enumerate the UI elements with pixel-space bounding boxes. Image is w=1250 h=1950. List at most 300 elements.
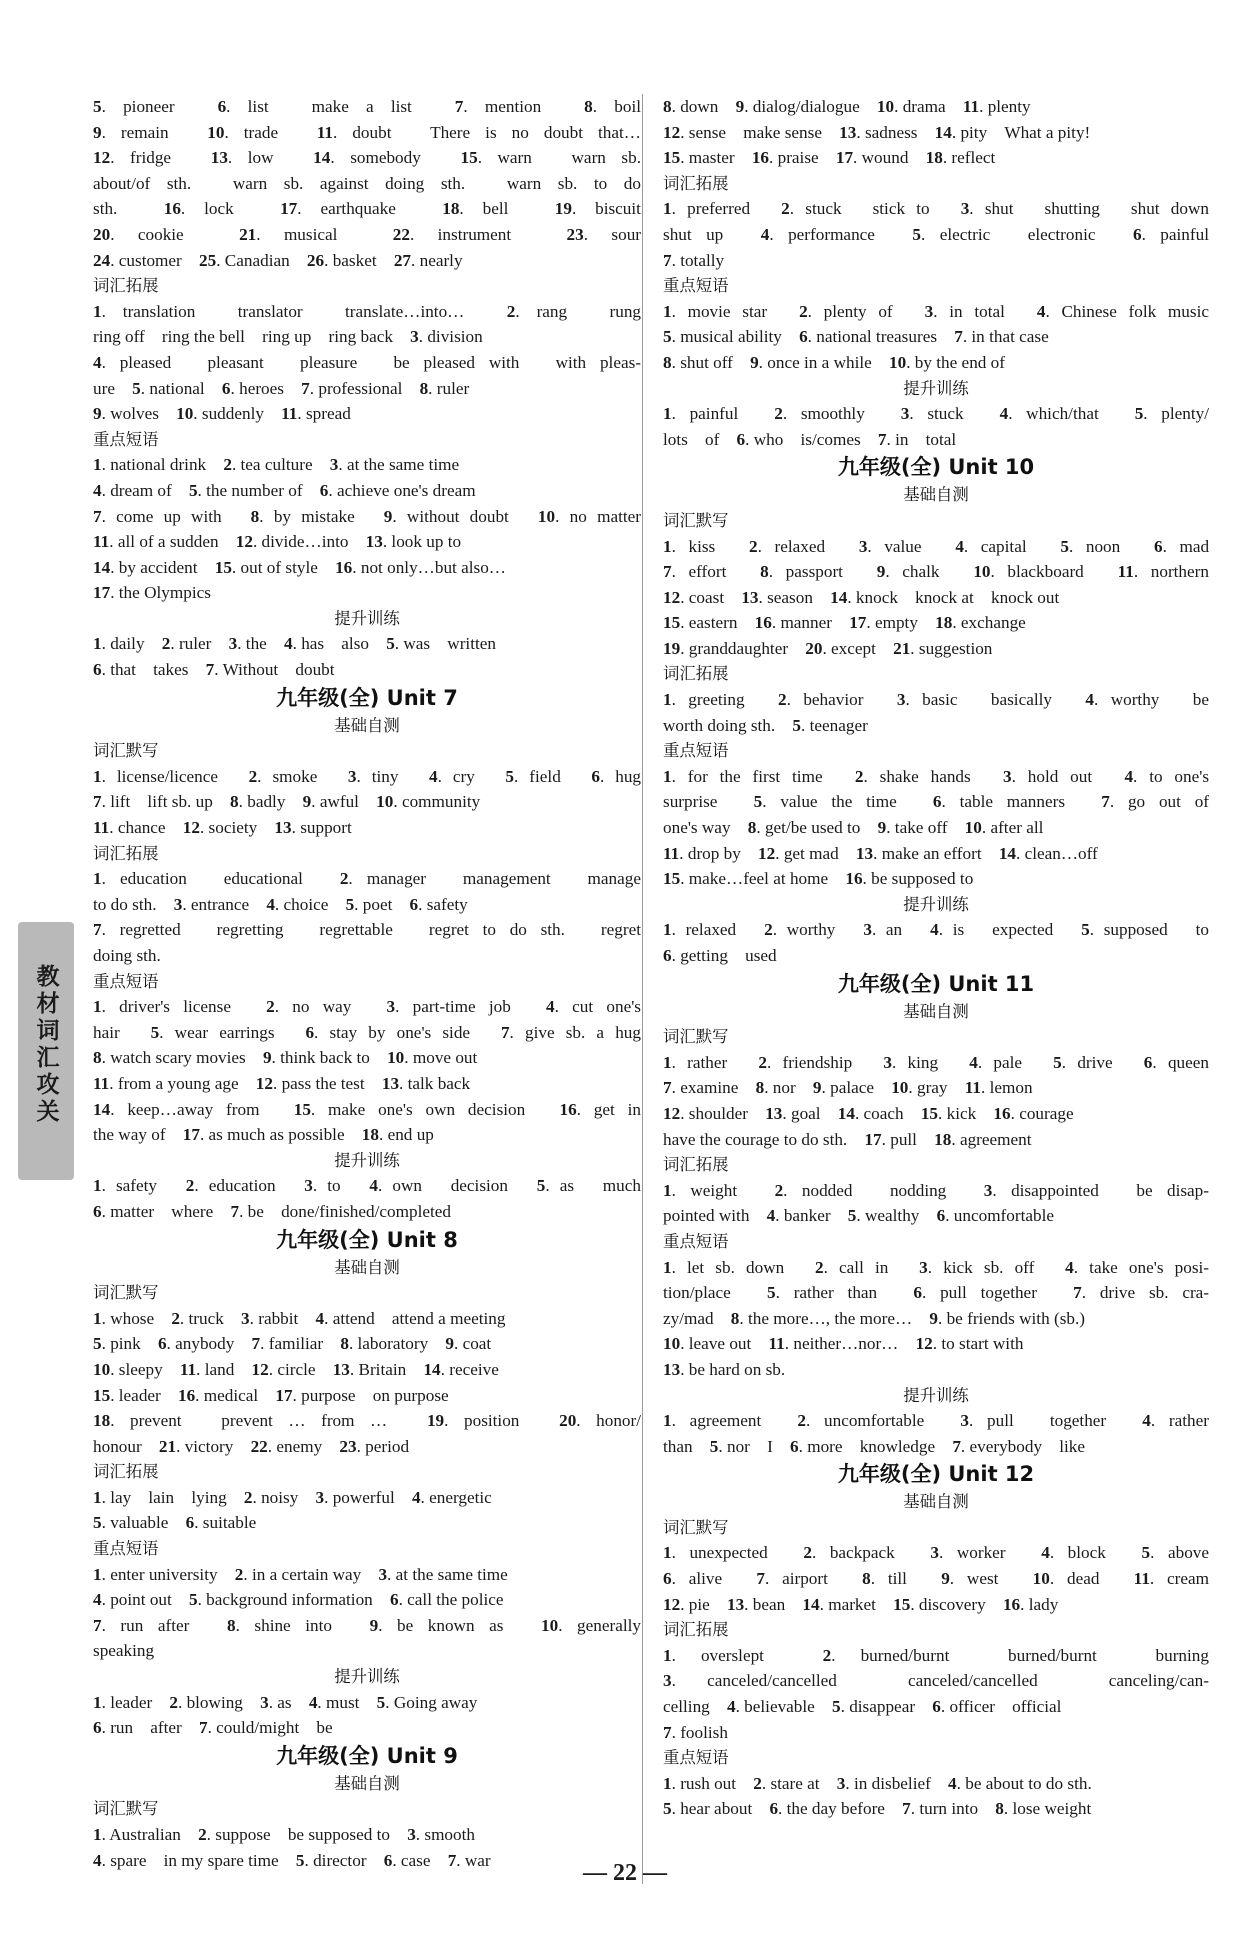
item-number: 10 bbox=[973, 562, 991, 582]
answer-text: lay lain lying bbox=[110, 1487, 227, 1507]
subsection-heading: 提升训练 bbox=[903, 1385, 969, 1405]
item-number: 13 bbox=[381, 1073, 400, 1093]
item-number: 16 bbox=[163, 199, 181, 219]
item-number: 9 bbox=[93, 122, 102, 142]
item-number: 3 bbox=[410, 327, 419, 347]
item-number: 5 bbox=[1053, 1052, 1062, 1072]
item-number: 12 bbox=[93, 148, 111, 168]
answer-text: officer official bbox=[949, 1697, 1062, 1717]
subsection-heading: 提升训练 bbox=[903, 378, 969, 398]
answer-text: truck bbox=[188, 1308, 224, 1328]
item-number: 7 bbox=[954, 327, 963, 347]
answer-text: pull together bbox=[987, 1411, 1107, 1431]
item-number: 10 bbox=[876, 97, 895, 116]
answer-text: shut up bbox=[663, 224, 724, 244]
answer-text: overslept bbox=[700, 1645, 764, 1665]
answer-line: 7. effort 8. passport 9. chalk 10. blackboard 11. northern bbox=[663, 562, 1209, 582]
answer-text: get/be used to bbox=[764, 818, 861, 838]
answer-text: canceled/cancelled canceled/cancelled canceling/can- bbox=[707, 1671, 1209, 1691]
answer-line: 6. matter where 7. be done/finished/completed bbox=[93, 1201, 451, 1221]
item-number: 7 bbox=[93, 506, 102, 526]
item-number: 5 bbox=[847, 1206, 857, 1226]
answer-text: drive sb. cra- bbox=[1099, 1283, 1210, 1303]
item-number: 3 bbox=[228, 634, 238, 654]
answer-text: keep…away from bbox=[127, 1099, 260, 1119]
item-number: 15 bbox=[293, 1099, 311, 1119]
item-number: 1 bbox=[93, 997, 102, 1017]
answer-text: in total bbox=[895, 429, 957, 449]
answer-text: by mistake bbox=[273, 506, 355, 526]
answer-line: 1. preferred 2. stuck stick to 3. shut shutting shut down bbox=[663, 199, 1210, 219]
item-number: 6 bbox=[736, 429, 746, 449]
answer-text: wolves bbox=[110, 404, 159, 424]
answer-text: by accident bbox=[118, 557, 198, 577]
answer-text: than bbox=[663, 1436, 693, 1456]
answer-text: master bbox=[688, 148, 735, 168]
answer-text: basic basically bbox=[922, 690, 1052, 710]
answer-line: 1. education educational 2. manager management manage bbox=[93, 869, 641, 889]
answer-text: friendship bbox=[782, 1052, 853, 1072]
item-number: 13 bbox=[855, 843, 874, 863]
answer-text: effort bbox=[688, 562, 727, 582]
answer-text: tea culture bbox=[240, 455, 313, 475]
item-number: 3 bbox=[900, 404, 910, 424]
item-number: 13 bbox=[765, 1103, 783, 1123]
item-number: 4 bbox=[1065, 1257, 1074, 1277]
item-number: 4 bbox=[1041, 1543, 1050, 1563]
answer-text: performance bbox=[788, 224, 875, 244]
answer-text: ruler bbox=[178, 634, 212, 654]
item-number: 1 bbox=[663, 1180, 672, 1200]
answer-text: not only…but also… bbox=[360, 557, 506, 577]
item-number: 1 bbox=[93, 1825, 102, 1844]
answer-line: 5. hear about 6. the day before 7. turn into 8. lose weight bbox=[663, 1799, 1092, 1819]
item-number: 5 bbox=[188, 480, 198, 500]
section-heading: 词汇拓展 bbox=[93, 1462, 159, 1482]
answer-text: rush out bbox=[680, 1773, 737, 1793]
item-number: 5 bbox=[753, 792, 763, 812]
item-number: 2 bbox=[774, 1180, 784, 1200]
item-number: 5 bbox=[709, 1436, 719, 1456]
answer-text: end up bbox=[387, 1125, 434, 1145]
answer-line: than 5. nor I 6. more knowledge 7. everybody like bbox=[663, 1436, 1086, 1456]
side-tab-label: 教材词汇攻关 bbox=[32, 964, 59, 1126]
item-number: 14 bbox=[934, 122, 952, 142]
answer-text: rabbit bbox=[258, 1308, 299, 1328]
answer-line: celling 4. believable 5. disappear 6. officer official bbox=[663, 1697, 1062, 1717]
item-number: 18 bbox=[361, 1125, 379, 1145]
answer-text: goal bbox=[790, 1103, 821, 1123]
section-heading: 词汇默写 bbox=[663, 1027, 729, 1047]
answer-text: entrance bbox=[190, 894, 250, 914]
item-number: 3 bbox=[663, 1671, 672, 1691]
item-number: 1 bbox=[93, 455, 102, 475]
item-number: 3 bbox=[386, 997, 396, 1017]
item-number: 7 bbox=[952, 1436, 961, 1456]
answer-line: 7. run after 8. shine into 9. be known as 10. generally bbox=[93, 1615, 641, 1635]
answer-text: laboratory bbox=[357, 1334, 429, 1354]
answer-line: 1. for the first time 2. shake hands 3. hold out 4. to one's bbox=[663, 766, 1210, 786]
answer-text: was written bbox=[403, 634, 496, 654]
item-number: 5 bbox=[1081, 920, 1090, 940]
subsection-heading: 提升训练 bbox=[903, 894, 969, 914]
item-number: 2 bbox=[506, 301, 516, 321]
item-number: 11 bbox=[962, 97, 980, 116]
answer-text: society bbox=[208, 818, 258, 838]
item-number: 8 bbox=[995, 1799, 1004, 1819]
answer-text: believable bbox=[744, 1697, 815, 1717]
answer-text: all of a sudden bbox=[117, 532, 219, 552]
answer-line: 4. point out 5. background information 6. call the police bbox=[93, 1590, 504, 1610]
item-number: 4 bbox=[969, 1052, 978, 1072]
answer-line: 10. sleepy 11. land 12. circle 13. Britain 14. receive bbox=[93, 1359, 499, 1379]
answer-text: receive bbox=[449, 1359, 499, 1379]
answer-text: nearly bbox=[419, 250, 463, 270]
item-number: 6 bbox=[1132, 224, 1142, 244]
item-number: 9 bbox=[812, 1078, 822, 1098]
answer-line: 20. cookie 21. musical 22. instrument 23. sour bbox=[93, 224, 642, 244]
answer-text: badly bbox=[247, 792, 286, 812]
answer-text: run after bbox=[120, 1615, 190, 1635]
item-number: 16 bbox=[845, 869, 863, 889]
answer-text: cream bbox=[1167, 1569, 1210, 1589]
item-number: 1 bbox=[663, 766, 672, 786]
answer-text: is expected bbox=[952, 920, 1054, 940]
item-number: 3 bbox=[836, 1773, 846, 1793]
answer-text: mad bbox=[1179, 536, 1210, 556]
item-number: 5 bbox=[832, 1697, 841, 1717]
answer-line bbox=[93, 943, 641, 969]
item-number: 7 bbox=[93, 920, 102, 940]
answer-text: market bbox=[828, 1594, 876, 1614]
answer-line: 24. customer 25. Canadian 26. basket 27. nearly bbox=[93, 250, 463, 270]
item-number: 13 bbox=[741, 587, 759, 607]
answer-text: be done/finished/completed bbox=[247, 1201, 451, 1221]
answer-text: period bbox=[365, 1436, 410, 1456]
answer-text: stay by one's side bbox=[329, 1022, 471, 1042]
answer-text: has also bbox=[301, 634, 369, 654]
answer-text: passport bbox=[785, 562, 843, 582]
answer-text: getting used bbox=[680, 946, 777, 965]
answer-text: everybody like bbox=[969, 1436, 1086, 1456]
item-number: 3 bbox=[347, 766, 357, 786]
answer-text: as much as possible bbox=[208, 1125, 345, 1145]
answer-text: preferred bbox=[687, 199, 751, 219]
answer-text: that takes bbox=[110, 660, 189, 680]
section-heading: 词汇拓展 bbox=[663, 173, 729, 193]
answer-text: lift lift sb. up bbox=[110, 792, 213, 812]
item-number: 13 bbox=[839, 122, 857, 142]
item-number: 4 bbox=[369, 1176, 378, 1196]
item-number: 18 bbox=[934, 1129, 952, 1149]
item-number: 6 bbox=[790, 1436, 799, 1456]
answer-line: 8. down 9. dialog/dialogue 10. drama 11. plenty bbox=[663, 97, 1031, 116]
answer-line: 7. regretted regretting regrettable regret to do sth. regret bbox=[93, 920, 642, 940]
item-number: 4 bbox=[760, 224, 770, 244]
answer-line: surprise 5. value the time 6. table manners 7. go out of bbox=[663, 792, 1210, 812]
answer-text: chance bbox=[117, 818, 166, 838]
item-number: 6 bbox=[409, 894, 419, 914]
answer-text: drama bbox=[902, 97, 946, 116]
item-number: 7 bbox=[902, 1799, 911, 1819]
answer-text: circle bbox=[277, 1359, 316, 1379]
answer-text: plenty bbox=[987, 97, 1031, 116]
item-number: 10 bbox=[207, 122, 225, 142]
item-number: 9 bbox=[445, 1334, 454, 1354]
answer-line: 1. rush out 2. stare at 3. in disbelief 4. be about to do sth. bbox=[663, 1773, 1092, 1793]
item-number: 3 bbox=[858, 536, 868, 556]
item-number: 4 bbox=[1124, 766, 1134, 786]
answer-text: somebody bbox=[350, 148, 421, 168]
answer-text: wound bbox=[861, 148, 909, 168]
answer-line: 11. chance 12. society 13. support bbox=[93, 818, 352, 838]
answer-text: wear earrings bbox=[174, 1022, 275, 1042]
item-number: 10 bbox=[891, 1078, 909, 1098]
item-number: 13 bbox=[663, 1359, 681, 1379]
answer-text: suggestion bbox=[918, 638, 993, 658]
answer-text: safety bbox=[426, 894, 468, 914]
section-heading: 重点短语 bbox=[93, 1539, 159, 1559]
subsection-heading: 基础自测 bbox=[903, 1492, 969, 1512]
answer-text: who is/comes bbox=[753, 429, 861, 449]
answer-text: disappear bbox=[849, 1697, 916, 1717]
item-number: 14 bbox=[802, 1594, 820, 1614]
answer-text: victory bbox=[184, 1436, 234, 1456]
answer-text: reflect bbox=[951, 148, 996, 168]
item-number: 5 bbox=[150, 1022, 160, 1042]
item-number: 5 bbox=[93, 1513, 102, 1533]
answer-text: neither…nor… bbox=[793, 1334, 899, 1354]
item-number: 1 bbox=[93, 766, 102, 786]
unit-title: 九年级(全) Unit 9 bbox=[276, 1743, 458, 1768]
answer-text: dream of bbox=[110, 480, 172, 500]
item-number: 8 bbox=[862, 1569, 871, 1589]
answer-text: trade bbox=[243, 122, 279, 142]
item-number: 3 bbox=[260, 1692, 269, 1712]
item-number: 12 bbox=[915, 1334, 933, 1354]
answer-text: at the same time bbox=[346, 455, 460, 475]
item-number: 1 bbox=[93, 1308, 102, 1328]
answer-text: list make a list bbox=[247, 97, 412, 116]
answer-text: daily bbox=[110, 634, 145, 654]
answer-text: to bbox=[327, 1176, 341, 1196]
item-number: 22 bbox=[250, 1436, 268, 1456]
item-number: 12 bbox=[663, 1103, 681, 1123]
answer-line: lots of 6. who is/comes 7. in total bbox=[663, 429, 957, 449]
answer-text: dialog/dialogue bbox=[752, 97, 860, 116]
answer-line: 5. pioneer 6. list make a list 7. mention 8. boil bbox=[93, 97, 641, 116]
answer-text: kiss bbox=[688, 536, 716, 556]
answer-text: director bbox=[313, 1850, 367, 1870]
item-number: 7 bbox=[454, 97, 464, 116]
answer-text: sense make sense bbox=[688, 122, 822, 142]
item-number: 5 bbox=[93, 1334, 102, 1354]
answer-line: 6. that takes 7. Without doubt bbox=[93, 660, 335, 680]
answer-text: lose weight bbox=[1012, 1799, 1092, 1819]
item-number: 14 bbox=[93, 557, 111, 577]
answer-text: take one's posi- bbox=[1089, 1257, 1210, 1277]
answer-line: one's way 8. get/be used to 9. take off 10. after all bbox=[663, 818, 1044, 838]
section-heading: 词汇默写 bbox=[93, 741, 159, 761]
answer-line: sth. 16. lock 17. earthquake 18. bell 19. biscuit bbox=[93, 199, 641, 219]
answer-text: matter where bbox=[110, 1201, 214, 1221]
section-heading: 重点短语 bbox=[663, 1748, 729, 1768]
answer-text: manner bbox=[780, 613, 832, 633]
answer-text: pleased pleasant pleasure be pleased with with pleas- bbox=[119, 352, 641, 372]
answer-line: zy/mad 8. the more…, the more… 9. be friends with (sb.) bbox=[663, 1308, 1086, 1328]
section-heading: 词汇拓展 bbox=[663, 1620, 729, 1640]
answer-text: nodded nodding bbox=[801, 1180, 947, 1200]
item-number: 16 bbox=[993, 1103, 1011, 1123]
item-number: 12 bbox=[758, 843, 776, 863]
answer-line: 1. painful 2. smoothly 3. stuck 4. which/that 5. plenty/ bbox=[663, 404, 1210, 424]
item-number: 4 bbox=[429, 766, 438, 786]
item-number: 2 bbox=[753, 1773, 762, 1793]
item-number: 20 bbox=[805, 638, 823, 658]
item-number: 4 bbox=[545, 997, 555, 1017]
answer-line: 4. pleased pleasant pleasure be pleased with with pleas- bbox=[93, 352, 641, 372]
answer-text: leader bbox=[110, 1692, 153, 1712]
answer-line: 10. leave out 11. neither…nor… 12. to start with bbox=[663, 1334, 1024, 1354]
answer-text: uncomfortable bbox=[824, 1411, 925, 1431]
answer-text: support bbox=[300, 818, 352, 838]
item-number: 4 bbox=[930, 920, 939, 940]
answer-text: national drink bbox=[110, 455, 207, 475]
answer-line: pointed with 4. banker 5. wealthy 6. uncomfortable bbox=[663, 1206, 1055, 1226]
item-number: 2 bbox=[198, 1825, 207, 1844]
answer-text: earthquake bbox=[320, 199, 396, 219]
answer-line: 1. license/licence 2. smoke 3. tiny 4. cry 5. field 6. hug bbox=[93, 766, 641, 786]
item-number: 3 bbox=[930, 1543, 939, 1563]
item-number: 6 bbox=[319, 480, 329, 500]
item-number: 12 bbox=[182, 818, 200, 838]
answer-text: talk back bbox=[407, 1073, 471, 1093]
item-number: 4 bbox=[1142, 1411, 1151, 1431]
answer-text: smooth bbox=[424, 1825, 475, 1844]
answer-text: shut shutting shut down bbox=[984, 199, 1210, 219]
answer-text: part-time job bbox=[412, 997, 511, 1017]
answer-text: rather bbox=[687, 1052, 728, 1072]
answer-line: 14. keep…away from 15. make one's own decision 16. get in bbox=[93, 1099, 641, 1119]
answer-text: in total bbox=[949, 301, 1005, 321]
answer-text: think back to bbox=[280, 1048, 370, 1068]
answer-text: give sb. a hug bbox=[524, 1022, 641, 1042]
section-heading: 重点短语 bbox=[663, 276, 729, 296]
item-number: 15 bbox=[460, 148, 478, 168]
answer-text: blowing bbox=[186, 1692, 243, 1712]
answer-line: have the courage to do sth. 17. pull 18. agreement bbox=[663, 1129, 1032, 1149]
answer-text: mention bbox=[484, 97, 542, 116]
item-number: 12 bbox=[235, 532, 253, 552]
answer-text: background information bbox=[206, 1590, 373, 1610]
item-number: 11 bbox=[281, 404, 298, 424]
item-number: 8 bbox=[747, 818, 757, 838]
answer-text: worthy bbox=[786, 920, 836, 940]
item-number: 2 bbox=[223, 455, 232, 475]
answer-text: to do sth. bbox=[93, 894, 157, 914]
section-heading: 重点短语 bbox=[663, 741, 729, 761]
answer-text: palace bbox=[830, 1078, 874, 1098]
item-number: 15 bbox=[893, 1594, 911, 1614]
item-number: 2 bbox=[764, 920, 773, 940]
answer-text: familiar bbox=[268, 1334, 324, 1354]
answer-text: granddaughter bbox=[688, 638, 789, 658]
answer-text: lemon bbox=[989, 1078, 1033, 1098]
item-number: 11 bbox=[1133, 1569, 1150, 1589]
item-number: 11 bbox=[1117, 562, 1134, 582]
answer-line: tion/place 5. rather than 6. pull together 7. drive sb. cra- bbox=[663, 1283, 1210, 1303]
item-number: 6 bbox=[913, 1283, 922, 1303]
item-number: 6 bbox=[93, 660, 102, 680]
answer-text: coat bbox=[462, 1334, 492, 1354]
item-number: 7 bbox=[447, 1850, 457, 1870]
item-number: 10 bbox=[387, 1048, 405, 1068]
answer-text: lock bbox=[204, 199, 234, 219]
answer-text: rather bbox=[1168, 1411, 1209, 1431]
answer-text: movie star bbox=[687, 301, 768, 321]
answer-text: smoke bbox=[272, 766, 318, 786]
answer-text: uncomfortable bbox=[953, 1206, 1055, 1226]
answer-text: drive bbox=[1077, 1052, 1113, 1072]
answer-line: 6. getting used bbox=[663, 946, 777, 965]
item-number: 9 bbox=[750, 352, 759, 372]
answer-text: Canadian bbox=[224, 250, 290, 270]
answer-text: pale bbox=[993, 1052, 1023, 1072]
answer-text: value bbox=[884, 536, 922, 556]
item-number: 6 bbox=[591, 766, 600, 786]
answer-line: 1. safety 2. education 3. to 4. own decision 5. as much bbox=[93, 1176, 641, 1196]
item-number: 4 bbox=[308, 1692, 318, 1712]
item-number: 3 bbox=[304, 1176, 313, 1196]
item-number: 11 bbox=[93, 1073, 110, 1093]
item-number: 8 bbox=[93, 1048, 102, 1068]
item-number: 1 bbox=[93, 869, 102, 889]
answer-text: remain bbox=[120, 122, 169, 142]
answer-text: make an effort bbox=[881, 843, 982, 863]
item-number: 8 bbox=[663, 97, 672, 116]
item-number: 7 bbox=[663, 1078, 672, 1098]
item-number: 2 bbox=[778, 690, 787, 710]
answer-text: boil bbox=[614, 97, 641, 116]
item-number: 4 bbox=[284, 634, 293, 654]
answer-text: alive bbox=[688, 1569, 723, 1589]
answer-text: in that case bbox=[971, 327, 1049, 347]
answer-text: in a certain way bbox=[251, 1564, 362, 1584]
item-number: 6 bbox=[389, 1590, 399, 1610]
item-number: 9 bbox=[93, 404, 102, 424]
answer-text: gray bbox=[916, 1078, 948, 1098]
item-number: 21 bbox=[239, 224, 257, 244]
item-number: 6 bbox=[185, 1513, 195, 1533]
answer-text: pull bbox=[890, 1129, 917, 1149]
item-number: 19 bbox=[663, 638, 681, 658]
answer-text: shut off bbox=[680, 352, 733, 372]
answer-line: hair 5. wear earrings 6. stay by one's side 7. give sb. a hug bbox=[93, 1022, 641, 1042]
item-number: 15 bbox=[663, 148, 681, 168]
item-number: 17 bbox=[280, 199, 298, 219]
answer-line: 1. driver's license 2. no way 3. part-time job 4. cut one's bbox=[93, 997, 641, 1017]
subsection-heading: 提升训练 bbox=[334, 1667, 400, 1687]
answer-text: education educational bbox=[120, 869, 303, 889]
answer-text: hold out bbox=[1027, 766, 1093, 786]
answer-text: Australian bbox=[109, 1825, 181, 1844]
item-number: 1 bbox=[93, 634, 102, 654]
answer-line: 1. agreement 2. uncomfortable 3. pull together 4. rather bbox=[663, 1411, 1209, 1431]
item-number: 7 bbox=[301, 378, 310, 398]
answer-text: plenty/ bbox=[1161, 404, 1210, 424]
item-number: 3 bbox=[960, 1411, 969, 1431]
item-number: 18 bbox=[935, 613, 953, 633]
